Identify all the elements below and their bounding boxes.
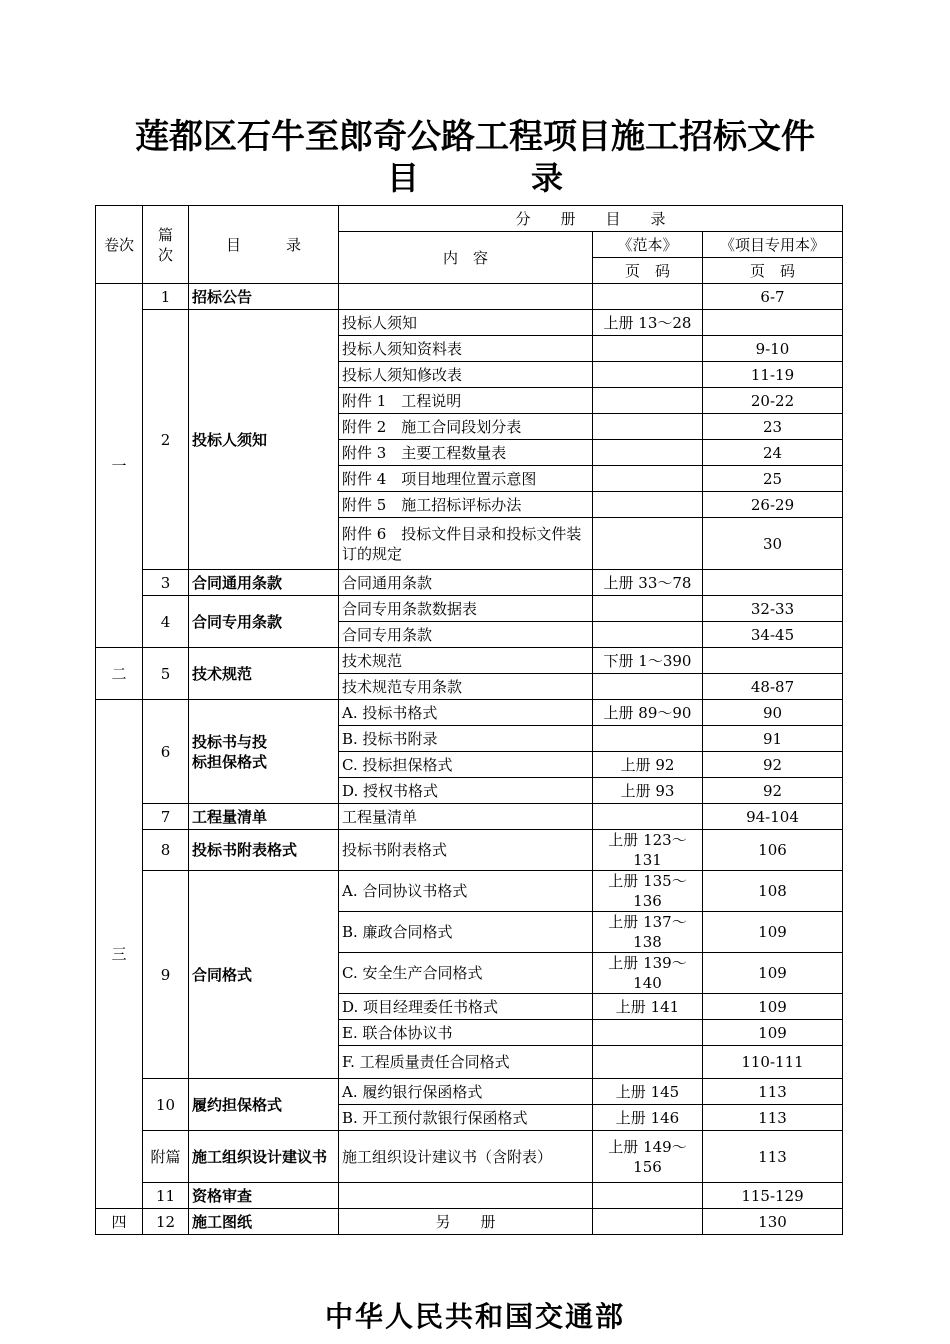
model-page-cell: 上册 146 (593, 1105, 703, 1131)
chapter-title: 合同通用条款 (189, 570, 339, 596)
chapter-title: 投标书附表格式 (189, 830, 339, 871)
special-page-cell: 25 (703, 466, 843, 492)
header-special: 《项目专用本》 (703, 232, 843, 258)
model-page-cell (593, 1046, 703, 1079)
model-page-cell (593, 284, 703, 310)
model-page-cell: 上册 145 (593, 1079, 703, 1105)
chapter-cell: 10 (143, 1079, 189, 1131)
special-page-cell: 110-111 (703, 1046, 843, 1079)
special-page-cell: 91 (703, 726, 843, 752)
chapter-title: 资格审查 (189, 1183, 339, 1209)
chapter-cell: 3 (143, 570, 189, 596)
model-page-cell: 下册 1～390 (593, 648, 703, 674)
chapter-title: 投标人须知 (189, 310, 339, 570)
document-title: 莲都区石牛至郎奇公路工程项目施工招标文件 (135, 117, 815, 157)
special-page-cell: 48-87 (703, 674, 843, 700)
special-page-cell: 108 (703, 871, 843, 912)
content-cell: B. 开工预付款银行保函格式 (339, 1105, 593, 1131)
chapter-cell: 附篇 (143, 1131, 189, 1183)
content-cell: 投标人须知 (339, 310, 593, 336)
special-page-cell: 92 (703, 752, 843, 778)
content-cell: 附件 4 项目地理位置示意图 (339, 466, 593, 492)
content-cell: D. 授权书格式 (339, 778, 593, 804)
content-cell: B. 投标书附录 (339, 726, 593, 752)
special-page-cell: 92 (703, 778, 843, 804)
special-page-cell: 113 (703, 1105, 843, 1131)
header-volume: 卷次 (96, 206, 143, 284)
special-page-cell: 9-10 (703, 336, 843, 362)
chapter-cell: 8 (143, 830, 189, 871)
model-page-cell: 上册 137～138 (593, 912, 703, 953)
model-page-cell: 上册 92 (593, 752, 703, 778)
chapter-title: 履约担保格式 (189, 1079, 339, 1131)
special-page-cell: 109 (703, 912, 843, 953)
special-page-cell: 23 (703, 414, 843, 440)
content-cell: 合同通用条款 (339, 570, 593, 596)
model-page-cell (593, 622, 703, 648)
chapter-cell: 6 (143, 700, 189, 804)
special-page-cell: 109 (703, 953, 843, 994)
content-cell: 投标人须知资料表 (339, 336, 593, 362)
model-page-cell: 上册 149～156 (593, 1131, 703, 1183)
chapter-cell: 12 (143, 1209, 189, 1235)
content-cell: 另 册 (339, 1209, 593, 1235)
chapter-cell: 5 (143, 648, 189, 700)
model-page-cell (593, 336, 703, 362)
volume-cell: 四 (96, 1209, 143, 1235)
special-page-cell: 109 (703, 994, 843, 1020)
content-cell: 附件 5 施工招标评标办法 (339, 492, 593, 518)
content-cell: 附件 3 主要工程数量表 (339, 440, 593, 466)
model-page-cell (593, 388, 703, 414)
header-page: 页 码 (593, 258, 703, 284)
model-page-cell: 上册 123～131 (593, 830, 703, 871)
content-cell: B. 廉政合同格式 (339, 912, 593, 953)
chapter-title: 招标公告 (189, 284, 339, 310)
content-cell: 投标人须知修改表 (339, 362, 593, 388)
chapter-title: 合同专用条款 (189, 596, 339, 648)
chapter-cell: 4 (143, 596, 189, 648)
content-cell: C. 安全生产合同格式 (339, 953, 593, 994)
special-page-cell: 90 (703, 700, 843, 726)
chapter-title: 工程量清单 (189, 804, 339, 830)
volume-cell: 二 (96, 648, 143, 700)
header-page: 页 码 (703, 258, 843, 284)
model-page-cell (593, 1209, 703, 1235)
model-page-cell (593, 596, 703, 622)
content-cell: E. 联合体协议书 (339, 1020, 593, 1046)
model-page-cell (593, 518, 703, 570)
special-page-cell: 130 (703, 1209, 843, 1235)
special-page-cell: 109 (703, 1020, 843, 1046)
toc-table (95, 205, 843, 1235)
content-cell: A. 投标书格式 (339, 700, 593, 726)
special-page-cell (703, 310, 843, 336)
header-sub-catalog: 分 册 目 录 (339, 206, 843, 232)
content-cell: 附件 6 投标文件目录和投标文件装订的规定 (339, 518, 593, 570)
content-cell: A. 合同协议书格式 (339, 871, 593, 912)
special-page-cell: 32-33 (703, 596, 843, 622)
content-cell: C. 投标担保格式 (339, 752, 593, 778)
volume-cell: 一 (96, 284, 143, 648)
model-page-cell: 上册 139～140 (593, 953, 703, 994)
header-content: 内 容 (339, 232, 593, 284)
content-cell: 技术规范 (339, 648, 593, 674)
document-subtitle: 目 录 (386, 159, 603, 197)
special-page-cell: 11-19 (703, 362, 843, 388)
issuer-footer: 中华人民共和国交通部 (324, 1300, 625, 1333)
chapter-title: 投标书与投标担保格式 (189, 700, 339, 804)
special-page-cell: 24 (703, 440, 843, 466)
model-page-cell: 上册 135～136 (593, 871, 703, 912)
special-page-cell (703, 648, 843, 674)
special-page-cell: 113 (703, 1131, 843, 1183)
special-page-cell: 94-104 (703, 804, 843, 830)
content-cell: 合同专用条款数据表 (339, 596, 593, 622)
chapter-title: 施工图纸 (189, 1209, 339, 1235)
special-page-cell: 113 (703, 1079, 843, 1105)
special-page-cell: 6-7 (703, 284, 843, 310)
model-page-cell (593, 726, 703, 752)
chapter-cell: 9 (143, 871, 189, 1079)
model-page-cell (593, 804, 703, 830)
model-page-cell (593, 466, 703, 492)
content-cell: 技术规范专用条款 (339, 674, 593, 700)
chapter-cell: 11 (143, 1183, 189, 1209)
special-page-cell: 20-22 (703, 388, 843, 414)
content-cell: 附件 1 工程说明 (339, 388, 593, 414)
chapter-title: 施工组织设计建议书 (189, 1131, 339, 1183)
chapter-title: 合同格式 (189, 871, 339, 1079)
chapter-cell: 2 (143, 310, 189, 570)
special-page-cell: 30 (703, 518, 843, 570)
special-page-cell: 106 (703, 830, 843, 871)
model-page-cell (593, 674, 703, 700)
content-cell: 工程量清单 (339, 804, 593, 830)
content-cell: A. 履约银行保函格式 (339, 1079, 593, 1105)
chapter-title: 技术规范 (189, 648, 339, 700)
header-chapter: 篇次 (143, 206, 189, 284)
model-page-cell: 上册 141 (593, 994, 703, 1020)
special-page-cell: 115-129 (703, 1183, 843, 1209)
model-page-cell: 上册 33～78 (593, 570, 703, 596)
model-page-cell (593, 1020, 703, 1046)
header-catalog: 目 录 (189, 206, 339, 284)
content-cell: 施工组织设计建议书（含附表） (339, 1131, 593, 1183)
content-cell: F. 工程质量责任合同格式 (339, 1046, 593, 1079)
model-page-cell (593, 362, 703, 388)
model-page-cell: 上册 93 (593, 778, 703, 804)
content-cell: 合同专用条款 (339, 622, 593, 648)
model-page-cell: 上册 89～90 (593, 700, 703, 726)
chapter-cell: 1 (143, 284, 189, 310)
content-cell: 投标书附表格式 (339, 830, 593, 871)
special-page-cell (703, 570, 843, 596)
special-page-cell: 26-29 (703, 492, 843, 518)
model-page-cell (593, 492, 703, 518)
chapter-cell: 7 (143, 804, 189, 830)
content-cell (339, 1183, 593, 1209)
model-page-cell: 上册 13～28 (593, 310, 703, 336)
model-page-cell (593, 414, 703, 440)
model-page-cell (593, 1183, 703, 1209)
content-cell: D. 项目经理委任书格式 (339, 994, 593, 1020)
header-model: 《范本》 (593, 232, 703, 258)
special-page-cell: 34-45 (703, 622, 843, 648)
volume-cell: 三 (96, 700, 143, 1209)
content-cell (339, 284, 593, 310)
content-cell: 附件 2 施工合同段划分表 (339, 414, 593, 440)
model-page-cell (593, 440, 703, 466)
